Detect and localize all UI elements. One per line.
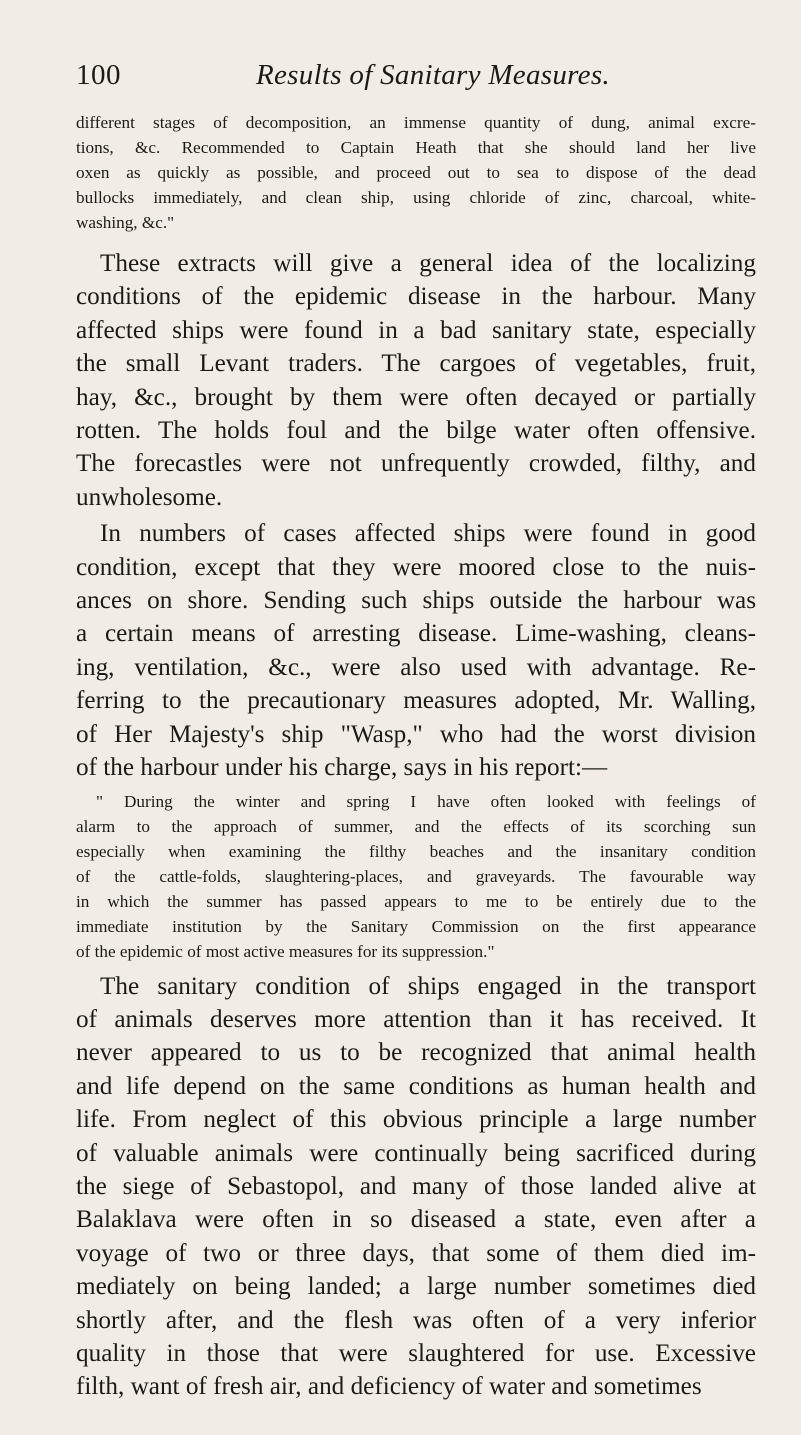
block-quote-report [76,789,756,814]
text-line: hay, &c., brought by them were often decayed or partially [76,383,756,411]
text-line: In numbers of cases affected ships were found in good [100,520,756,548]
page-body [76,110,756,1404]
text-line: of valuable animals were continually being sacrificed during [76,1139,756,1167]
text-line: filth, want of fresh air, and deficiency of water and sometimes [76,1373,702,1401]
paragraph-extracts [76,247,756,280]
paragraph-animal-transport [76,970,756,1003]
text-line: of the epidemic of most active measures for its suppression." [76,941,495,961]
page-number: 100 [76,59,121,91]
text-line: ances on shore. Sending such ships outside the harbour was [76,587,756,615]
text-line: washing, &c." [76,213,175,232]
running-title: Results of Sanitary Measures. [256,59,610,91]
text-line: of Her Majesty's ship "Wasp," who had the worst division [76,720,756,748]
text-line: The sanitary condition of ships engaged in the transport [100,972,756,1000]
paragraph-good-condition-body [76,551,756,785]
text-line: conditions of the epidemic disease in the harbour. Many [76,283,756,311]
text-line: affected ships were found in a bad sanitary state, especially [76,316,756,344]
text-line: bullocks immediately, and clean ship, using chloride of zinc, charcoal, white- [76,188,756,207]
text-line: of animals deserves more attention than it has received. It [76,1005,756,1033]
text-line: especially when examining the filthy beaches and the insanitary condition [76,841,756,861]
text-line: in which the summer has passed appears to me to be entirely due to the [76,891,756,911]
text-line: ing, ventilation, &c., were also used with advantage. Re- [76,653,756,681]
text-line: " During the winter and spring I have often looked with feelings of [96,791,756,811]
text-line: tions, &c. Recommended to Captain Heath that she should land her live [76,138,756,157]
text-line: immediate institution by the Sanitary Commission on the first appearance [76,916,756,936]
text-line: never appeared to us to be recognized that animal health [76,1039,756,1067]
text-line: of the cattle-folds, slaughtering-places, and graveyards. The favourable way [76,866,756,886]
text-line: a certain means of arresting disease. Lime-washing, cleans- [76,620,756,648]
text-line: and life depend on the same conditions as human health and [76,1072,756,1100]
text-line: oxen as quickly as possible, and proceed out to sea to dispose of the dead [76,163,756,182]
paragraph-animal-transport-body [76,1003,756,1404]
text-line: life. From neglect of this obvious principle a large number [76,1106,756,1134]
running-head [76,58,776,92]
text-line: of the harbour under his charge, says in his report:— [76,754,608,782]
paragraph-good-condition [76,517,756,550]
text-line: condition, except that they were moored close to the nuis- [76,553,756,581]
text-line: alarm to the approach of summer, and the effects of its scorching sun [76,816,756,836]
paragraph-extracts-body [76,280,756,514]
text-line: These extracts will give a general idea of the localizing [100,250,756,277]
text-line: unwholesome. [76,483,223,511]
text-line: rotten. The holds foul and the bilge water often offensive. [76,417,756,445]
text-line: quality in those that were slaughtered for use. Excessive [76,1339,756,1367]
text-line: voyage of two or three days, that some of them died im- [76,1239,756,1267]
text-line: the small Levant traders. The cargoes of vegetables, fruit, [76,350,756,378]
text-line: shortly after, and the flesh was often of a very inferior [76,1306,756,1334]
text-line: The forecastles were not unfrequently crowded, filthy, and [76,450,756,478]
text-line: mediately on being landed; a large number sometimes died [76,1273,756,1301]
paragraph-continued-quote [76,110,756,235]
text-line: ferring to the precautionary measures adopted, Mr. Walling, [76,687,756,715]
text-line: the siege of Sebastopol, and many of those landed alive at [76,1172,756,1200]
block-quote-report-body [76,814,756,964]
text-line: Balaklava were often in so diseased a state, even after a [76,1206,756,1234]
text-line: different stages of decomposition, an immense quantity of dung, animal excre- [76,113,756,132]
